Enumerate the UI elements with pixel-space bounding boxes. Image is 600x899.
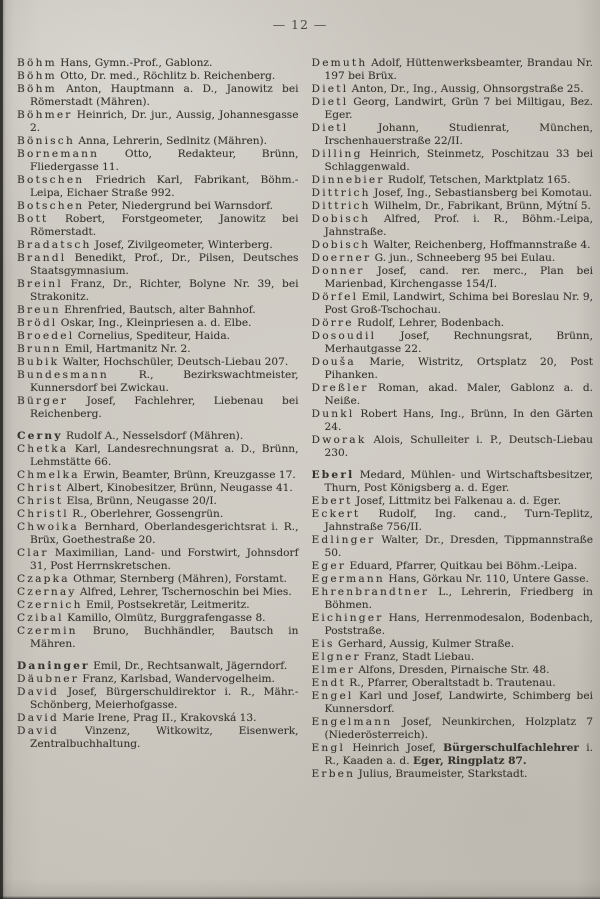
directory-entry: Czibal Kamillo, Olmütz, Burggrafengasse 8. xyxy=(17,612,266,624)
directory-entry: Chetka Karl, Landesrechnungsrat a. D., Brünn, Lehmstätte 66. xyxy=(17,443,299,468)
directory-entry: Edlinger Walter, Dr., Dresden, Tippmannstraße 50. xyxy=(311,534,593,559)
directory-entry: Chwoika Bernhard, Oberlandesgerichtsrat i. R., Brüx, Goethestraße 20. xyxy=(17,521,299,546)
entry-surname: Czermin xyxy=(17,625,78,637)
entry-surname: Eckert xyxy=(311,508,361,520)
directory-entry: Czapka Othmar, Sternberg (Mähren), Forstamt. xyxy=(17,573,287,585)
directory-entry: Bradatsch Josef, Zivilgeometer, Winterberg. xyxy=(17,239,273,251)
entry-surname: Elgner xyxy=(311,651,361,663)
entry-surname: Douša xyxy=(311,356,356,368)
entry-surname: Dörre xyxy=(311,317,354,329)
entry-surname: Bradatsch xyxy=(17,239,92,251)
entry-surname: Dreßler xyxy=(311,382,369,394)
entry-surname: Czernay xyxy=(17,586,77,598)
entry-surname: Dosoudil xyxy=(311,330,377,342)
entry-surname: Endt xyxy=(311,677,346,689)
entry-surname: Daninger xyxy=(17,660,90,672)
directory-entry: Doerner G. jun., Schneeberg 95 bei Eulau. xyxy=(311,252,556,264)
directory-entry xyxy=(312,742,594,768)
directory-entry: Eichinger Hans, Herrenmodesalon, Bodenbach, Poststraße. xyxy=(311,612,593,637)
directory-entry: Eis Gerhard, Aussig, Kulmer Straße. xyxy=(311,638,515,650)
directory-entry: Eckert Rudolf, Ing. cand., Turn-Teplitz, Jahnstraße 756/II. xyxy=(311,508,593,533)
entry-surname: Engl xyxy=(311,742,346,754)
directory-entry: Botschen Friedrich Karl, Fabrikant, Böhm.-Leipa, Eichaer Straße 992. xyxy=(17,174,299,199)
entry-surname: Bubik xyxy=(17,356,60,368)
directory-entry: Elgner Franz, Stadt Liebau. xyxy=(311,651,475,663)
entry-surname: Chmelka xyxy=(17,469,80,481)
column-right xyxy=(312,57,594,781)
entry-surname: Dietl xyxy=(311,83,349,95)
directory-entry: David Marie Irene, Prag II., Krakovská 13. xyxy=(17,712,257,724)
directory-entry: Clar Maximilian, Land- und Forstwirt, Johnsdorf 31, Post Herrnskretschen. xyxy=(17,547,299,572)
directory-entry: Bott Robert, Forstgeometer, Janowitz bei Römerstadt. xyxy=(17,213,299,238)
directory-entry: Demuth Adolf, Hüttenwerksbeamter, Brandau Nr. 197 bei Brüx. xyxy=(311,57,593,82)
column-left xyxy=(17,57,299,781)
directory-entry: Dosoudil Josef, Rechnungsrat, Brünn, Merhautgasse 22. xyxy=(311,330,593,355)
entry-surname: Böhm xyxy=(17,83,57,95)
entry-surname: Botschen xyxy=(17,174,85,186)
entry-surname: Bönisch xyxy=(17,135,75,147)
entry-surname: Dunkl xyxy=(311,408,355,420)
entry-surname: Christ xyxy=(17,482,64,494)
directory-entry: Broedel Cornelius, Spediteur, Haida. xyxy=(17,330,230,342)
entry-surname: Bundesmann xyxy=(17,369,109,381)
entry-surname: Bott xyxy=(17,213,49,225)
entry-text-segment: Bürgerschulfachlehrer xyxy=(443,742,579,754)
directory-entry: Czernay Alfred, Lehrer, Tschernoschin bei Mies. xyxy=(17,586,292,598)
entry-text-segment: i. R., Kaaden a. d. xyxy=(324,742,594,767)
entry-surname: Eichinger xyxy=(311,612,384,624)
entry-surname: Botschen xyxy=(17,200,85,212)
directory-entry: Christ Elsa, Brünn, Neugasse 20/I. xyxy=(17,495,217,507)
directory-entry: Douša Marie, Wistritz, Ortsplatz 20, Post Pihanken. xyxy=(311,356,593,381)
entry-surname: Breinl xyxy=(17,278,63,290)
entry-surname: David xyxy=(17,686,59,698)
entry-surname: Doerner xyxy=(311,252,372,264)
left-scan-edge xyxy=(0,0,3,899)
entry-surname: Dobisch xyxy=(311,239,371,251)
entry-group xyxy=(312,469,594,781)
entry-surname: David xyxy=(17,712,59,724)
entry-surname: Broedel xyxy=(17,330,75,342)
directory-entry: Endt R., Pfarrer, Oberaltstadt b. Trautenau. xyxy=(311,677,556,689)
entry-group xyxy=(17,57,299,421)
entry-surname: Christ xyxy=(17,495,64,507)
entry-surname: Dittrich xyxy=(311,200,371,212)
entry-surname: Czapka xyxy=(17,573,70,585)
directory-entry: Bornemann Otto, Redakteur, Brünn, Fliedergasse 11. xyxy=(17,148,299,173)
entry-surname: Dinnebier xyxy=(311,174,385,186)
directory-entry: Czermin Bruno, Buchhändler, Bautsch in Mähren. xyxy=(17,625,299,650)
entry-surname: Breun xyxy=(17,304,61,316)
entry-surname: Chetka xyxy=(17,443,69,455)
directory-entry: Dörfel Emil, Landwirt, Schima bei Boreslau Nr. 9, Post Groß-Tschochau. xyxy=(311,291,593,316)
directory-entry: Böhm Anton, Hauptmann a. D., Janowitz bei Römerstadt (Mähren). xyxy=(17,83,299,108)
entry-surname: Eis xyxy=(311,638,335,650)
page-number: — 12 — xyxy=(272,17,328,32)
directory-entry: Engel Karl und Josef, Landwirte, Schimberg bei Kunnersdorf. xyxy=(311,690,593,715)
directory-entry: Donner Josef, cand. rer. merc., Plan bei Marienbad, Kirchengasse 154/I. xyxy=(311,265,593,290)
entry-surname: Czibal xyxy=(17,612,64,624)
directory-entry: Bönisch Anna, Lehrerin, Sedlnitz (Mähren). xyxy=(17,135,268,147)
directory-entry: Engelmann Josef, Neunkirchen, Holzplatz 7 (Niederösterreich). xyxy=(311,716,594,741)
directory-entry: Dinnebier Rudolf, Tetschen, Marktplatz 165. xyxy=(311,174,571,186)
directory-entry: Böhmer Heinrich, Dr. jur., Aussig, Johannesgasse 2. xyxy=(17,109,299,134)
entry-text-segment: Eger, Ringplatz 87. xyxy=(412,755,527,767)
entry-surname: Cerny xyxy=(17,430,63,442)
entry-surname: Dilling xyxy=(311,148,363,160)
directory-entry: Dietl Anton, Dr., Ing., Aussig, Ohnsorgstraße 25. xyxy=(311,83,584,95)
directory-entry: Bundesmann R., Bezirkswachtmeister, Kunnersdorf bei Zwickau. xyxy=(17,369,299,394)
entry-surname: Clar xyxy=(17,547,49,559)
entry-surname: Czernich xyxy=(17,599,83,611)
entry-surname: Christl xyxy=(17,508,69,520)
directory-entry: Chmelka Erwin, Beamter, Brünn, Kreuzgasse 17. xyxy=(17,469,296,481)
entry-group xyxy=(17,430,299,651)
entry-surname: Dietl xyxy=(311,122,349,134)
entry-surname: Donner xyxy=(311,265,365,277)
directory-entry: Dietl Georg, Landwirt, Grün 7 bei Miltigau, Bez. Eger. xyxy=(311,96,593,121)
directory-entry: Dworak Alois, Schulleiter i. P., Deutsch-Liebau 230. xyxy=(311,434,593,459)
entry-surname: Dittrich xyxy=(311,187,371,199)
directory-entry: David Vinzenz, Witkowitz, Eisenwerk, Zentralbuchhaltung. xyxy=(17,725,299,750)
entry-surname: Demuth xyxy=(311,57,368,69)
directory-entry: Ehrenbrandtner L., Lehrerin, Friedberg in Böhmen. xyxy=(311,586,594,611)
entry-surname: Erben xyxy=(311,768,356,780)
directory-entry: Dilling Heinrich, Steinmetz, Poschitzau 33 bei Schlaggenwald. xyxy=(311,148,593,173)
directory-entry: Egermann Hans, Görkau Nr. 110, Untere Gasse. xyxy=(311,573,589,585)
entry-group xyxy=(17,660,299,751)
directory-entry: Böhm Hans, Gymn.-Prof., Gablonz. xyxy=(17,57,213,69)
entry-surname: Dobisch xyxy=(311,213,371,225)
directory-entry: David Josef, Bürgerschuldirektor i. R., Mähr.-Schönberg, Meierhofgasse. xyxy=(17,686,299,711)
directory-entry: Dittrich Wilhelm, Dr., Fabrikant, Brünn, Mýtní 5. xyxy=(311,200,591,212)
entry-surname: Engelmann xyxy=(311,716,393,728)
directory-entry: Dunkl Robert Hans, Ing., Brünn, In den Gärten 24. xyxy=(311,408,593,433)
directory-entry: Däubner Franz, Karlsbad, Wandervogelheim. xyxy=(17,673,275,685)
entry-surname: Böhm xyxy=(17,57,57,69)
directory-entry: Bubik Walter, Hochschüler, Deutsch-Liebau 207. xyxy=(17,356,289,368)
directory-entry: Elmer Alfons, Dresden, Pirnaische Str. 48. xyxy=(311,664,550,676)
directory-entry: Czernich Emil, Postsekretär, Leitmeritz. xyxy=(17,599,250,611)
directory-entry: Christl R., Oberlehrer, Gossengrün. xyxy=(17,508,224,520)
entry-surname: Bornemann xyxy=(17,148,100,160)
directory-entry: Böhm Otto, Dr. med., Röchlitz b. Reichenberg. xyxy=(17,70,276,82)
directory-entry: Erben Julius, Braumeister, Starkstadt. xyxy=(311,768,528,780)
directory-entry: Dittrich Josef, Ing., Sebastiansberg bei Komotau. xyxy=(311,187,593,199)
directory-entry: Eger Eduard, Pfarrer, Quitkau bei Böhm.-Leipa. xyxy=(311,560,578,572)
entry-surname: Ehrenbrandtner xyxy=(311,586,430,598)
entry-surname: Engel xyxy=(311,690,354,702)
entry-surname: Böhm xyxy=(17,70,57,82)
directory-entry: Breinl Franz, Dr., Richter, Bolyne Nr. 39, bei Strakonitz. xyxy=(17,278,299,303)
directory-entry: Ebert Josef, Littmitz bei Falkenau a. d. Eger. xyxy=(311,495,561,507)
entry-surname: Dörfel xyxy=(311,291,359,303)
directory-entry: Dreßler Roman, akad. Maler, Gablonz a. d. Neiße. xyxy=(311,382,593,407)
directory-entry: Bürger Josef, Fachlehrer, Liebenau bei Reichenberg. xyxy=(17,395,299,420)
directory-entry: Dobisch Alfred, Prof. i. R., Böhm.-Leipa, Jahnstraße. xyxy=(311,213,593,238)
directory-entry: Dietl Johann, Studienrat, München, Irschenhauerstraße 22/II. xyxy=(311,122,593,147)
directory-entry: Daninger Emil, Dr., Rechtsanwalt, Jägerndorf. xyxy=(17,660,288,672)
entry-surname: Chwoika xyxy=(17,521,79,533)
directory-columns xyxy=(17,57,593,781)
entry-surname: Brödl xyxy=(17,317,58,329)
directory-entry: Dörre Rudolf, Lehrer, Bodenbach. xyxy=(311,317,505,329)
entry-surname: David xyxy=(17,725,59,737)
entry-surname: Ebert xyxy=(311,495,353,507)
directory-entry: Dobisch Walter, Reichenberg, Hoffmannstraße 4. xyxy=(311,239,591,251)
directory-entry: Breun Ehrenfried, Bautsch, alter Bahnhof. xyxy=(17,304,256,316)
entry-surname: Brandl xyxy=(17,252,67,264)
directory-entry: Botschen Peter, Niedergrund bei Warnsdorf. xyxy=(17,200,273,212)
entry-group xyxy=(312,57,594,460)
entry-surname: Dietl xyxy=(311,96,349,108)
entry-surname: Däubner xyxy=(17,673,79,685)
directory-entry: Brandl Benedikt, Prof., Dr., Pilsen, Deutsches Staatsgymnasium. xyxy=(17,252,299,277)
entry-surname: Edlinger xyxy=(311,534,376,546)
directory-entry: Cerny Rudolf A., Nesselsdorf (Mähren). xyxy=(17,430,244,442)
entry-surname: Elmer xyxy=(311,664,356,676)
entry-surname: Eberl xyxy=(311,469,355,481)
directory-entry: Brödl Oskar, Ing., Kleinpriesen a. d. Elbe. xyxy=(17,317,252,329)
entry-surname: Brunn xyxy=(17,343,62,355)
directory-entry: Eberl Medard, Mühlen- und Wirtschaftsbesitzer, Thurn, Post Königsberg a. d. Eger. xyxy=(311,469,593,494)
entry-surname: Egermann xyxy=(311,573,385,585)
entry-surname: Eger xyxy=(311,560,347,572)
directory-entry: Christ Albert, Kinobesitzer, Brünn, Neugasse 41. xyxy=(17,482,293,494)
entry-surname: Böhmer xyxy=(17,109,73,121)
entry-text-segment: Heinrich Josef, xyxy=(352,742,444,754)
entry-surname: Dworak xyxy=(311,434,367,446)
entry-surname: Bürger xyxy=(17,395,68,407)
directory-entry: Brunn Emil, Hartmanitz Nr. 2. xyxy=(17,343,191,355)
